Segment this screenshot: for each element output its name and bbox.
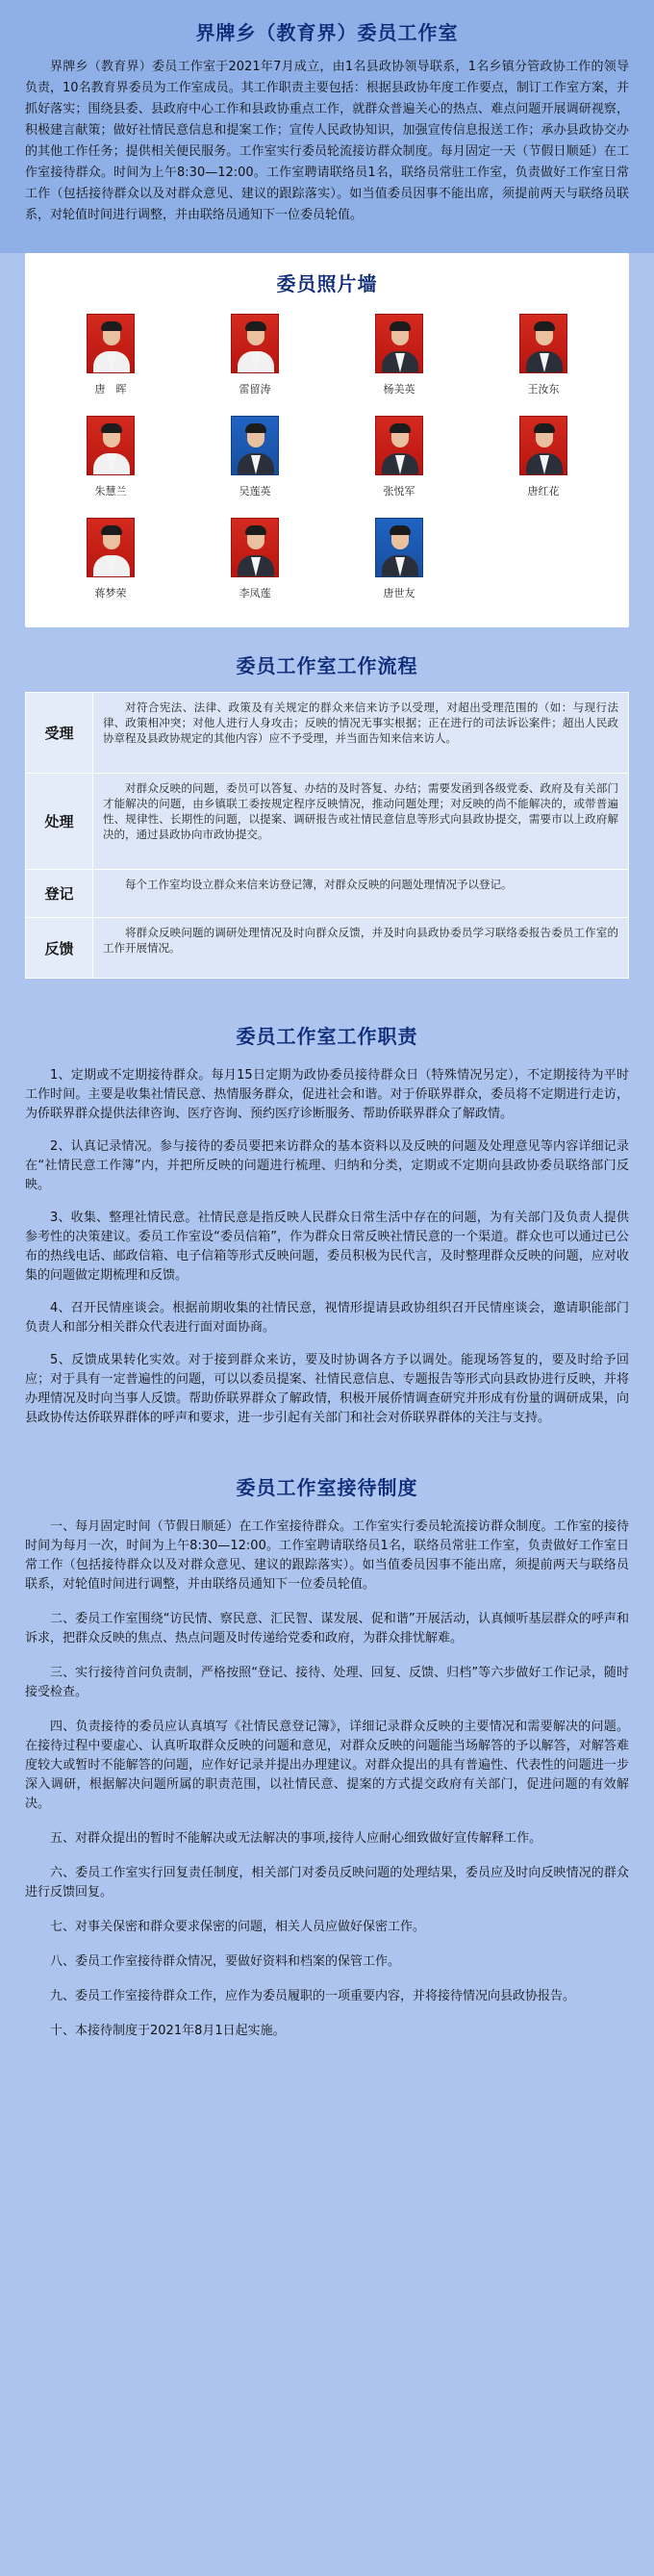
member-photo (375, 416, 423, 475)
member-name: 张悦军 (383, 485, 415, 497)
rules-title: 委员工作室接待制度 (236, 1476, 418, 1499)
rules-section (25, 1441, 629, 2095)
member-photo (87, 518, 135, 577)
duty-paragraph: 2、认真记录情况。参与接待的委员要把来访群众的基本资料以及反映的问题及处理意见等内容详细记录在“社情民意工作簿”内，并把所反映的问题进行梳理、归纳和分类，定期或不定期向县政协委员联络部门反映。 (25, 1139, 629, 1192)
member-name: 王汝东 (527, 383, 560, 395)
member-card (38, 416, 183, 498)
duties-section (25, 979, 629, 1428)
member-card (183, 314, 327, 396)
workflow-title: 委员工作室工作流程 (236, 654, 418, 677)
rule-paragraph: 八、委员工作室接待群众情况，要做好资料和档案的保管工作。 (50, 1954, 401, 1969)
workflow-label: 受理 (26, 693, 93, 773)
member-card (183, 518, 327, 600)
member-name: 唐 晖 (94, 383, 127, 395)
member-photo (87, 416, 135, 475)
member-photo (87, 314, 135, 373)
rule-paragraph: 二、委员工作室围绕“访民情、察民意、汇民智、谋发展、促和谐”开展活动，认真倾听基层群众的呼声和诉求，把群众反映的焦点、热点问题及时传递给党委和政府，为群众排忧解难。 (25, 1612, 629, 1645)
member-name: 吴莲英 (239, 485, 271, 497)
duty-paragraph: 4、召开民情座谈会。根据前期收集的社情民意，视情形提请县政协组织召开民情座谈会，邀请职能部门负责人和部分相关群众代表进行面对面协商。 (25, 1301, 629, 1335)
workflow-text: 对群众反映的问题，委员可以答复、办结的及时答复、办结；需要发函到各级党委、政府及有关部门才能解决的问题，由乡镇联工委按规定程序反映情况，推动问题处理；对反映的尚不能解决的，或带普遍性、规律性、长期性的问题，以提案、调研报告或社情民意信息等形式向县政协提交，需要市以上政府解决的，通过县政协向市政协提交。 (103, 781, 618, 841)
workflow-table (25, 692, 629, 979)
page-title: 界牌乡（教育界）委员工作室 (195, 21, 459, 44)
workflow-row-register (26, 870, 628, 918)
member-card (471, 314, 616, 396)
member-name: 蒋梦荣 (94, 587, 127, 599)
member-name: 唐世友 (383, 587, 415, 599)
member-card (327, 518, 471, 600)
intro-paragraph: 界牌乡（教育界）委员工作室于2021年7月成立，由1名县政协领导联系，1名乡镇分管政协工作的领导负责，10名教育界委员为工作室成员。其工作职责主要包括：根据县政协年度工作要点，制订工作室方案，并抓好落实；围绕县委、县政府中心工作和县政协重点工作，就群众普遍关心的热点、难点问题开展调研视察，积极建言献策；做好社情民意信息和提案工作；宣传人民政协知识，加强宣传信息报送工作；承办县政协交办的其他工作任务；提供相关便民服务。工作室实行委员轮流接访群众制度。每月固定一天（节假日顺延）在工作室接待群众。时间为上午8:30—12:00。工作室聘请联络员1名，联络员常驻工作室，负责做好工作室日常工作（包括接待群众以及对群众意见、建议的跟踪落实）。如当值委员因事不能出席，须提前两天与联络员联系，对轮值时间进行调整，并由联络员通知下一位委员轮值。 (25, 60, 629, 222)
member-card (38, 314, 183, 396)
photo-wall (25, 253, 629, 627)
workflow-row-process (26, 774, 628, 870)
duty-paragraph: 1、定期或不定期接待群众。每月15日定期为政协委员接待群众日（特殊情况另定），不定期接待为平时工作时间。主要是收集社情民意、热情服务群众，促进社会和谐。对于侨联界群众，委员将不定期进行走访，为侨联界群众提供法律咨询、医疗咨询、预约医疗诊断服务、帮助侨联界群众了解政情。 (25, 1068, 629, 1121)
workflow-section (25, 627, 629, 979)
member-photo (375, 518, 423, 577)
member-name: 唐红花 (527, 485, 560, 497)
rule-paragraph: 三、实行接待首问负责制，严格按照“登记、接待、处理、回复、反馈、归档”等六步做好工作记录，随时接受检查。 (25, 1666, 629, 1699)
rule-paragraph: 一、每月固定时间（节假日顺延）在工作室接待群众。工作室实行委员轮流接访群众制度。工作室的接待时间为每月一次，时间为上午8:30—12:00。工作室聘请联络员1名，联络员常驻工作室，负责做好工作室日常工作（包括接待群众以及对群众意见、建议的跟踪落实）。如当值委员因事不能出席，须提前两天与联络员联系，对轮值时间进行调整，并由联络员通知下一位委员轮值。 (25, 1519, 629, 1592)
workflow-label: 登记 (26, 870, 93, 917)
member-card (327, 416, 471, 498)
member-name: 雷留涛 (239, 383, 271, 395)
rule-paragraph: 四、负责接待的委员应认真填写《社情民意登记簿》，详细记录群众反映的主要情况和需要解决的问题。在接待过程中要虚心、认真听取群众反映的问题和意见，对群众反映的问题能当场解答的予以解答，对解答难度较大或暂时不能解答的问题，应作好记录并提出办理建议。对群众提出的具有普遍性、代表性的问题进一步深入调研，根据解决问题所属的职责范围，以社情民意、提案的方式提交政府有关部门，促进问题的有效解决。 (25, 1720, 629, 1811)
workflow-text: 将群众反映问题的调研处理情况及时向群众反馈，并及时向县政协委员学习联络委报告委员工作室的工作开展情况。 (103, 926, 618, 955)
rule-paragraph: 九、委员工作室接待群众工作，应作为委员履职的一项重要内容，并将接待情况向县政协报告。 (50, 1989, 576, 2003)
member-card (327, 314, 471, 396)
workflow-text: 每个工作室均设立群众来信来访登记簿，对群众反映的问题处理情况予以登记。 (125, 878, 513, 891)
member-photo (519, 416, 567, 475)
member-name: 杨美英 (383, 383, 415, 395)
rule-paragraph: 十、本接待制度于2021年8月1日起实施。 (50, 2024, 286, 2038)
member-name: 朱慧兰 (94, 485, 127, 497)
workflow-row-feedback (26, 918, 628, 978)
workflow-text: 对符合宪法、法律、政策及有关规定的群众来信来访予以受理，对超出受理范围的（如：与现行法律、政策相冲突；对他人进行人身攻击；反映的情况无事实根据；正在进行的司法诉讼案件；超出人民政协章程及县政协规定的其他内容）应不予受理，并当面告知来信来访人。 (103, 701, 618, 745)
rule-paragraph: 六、委员工作室实行回复责任制度，相关部门对委员反映问题的处理结果，委员应及时向反映情况的群众进行反馈回复。 (25, 1866, 629, 1900)
intro-section (0, 0, 654, 253)
rule-paragraph: 七、对事关保密和群众要求保密的问题，相关人员应做好保密工作。 (50, 1920, 426, 1934)
rule-paragraph: 五、对群众提出的暂时不能解决或无法解决的事项,接待人应耐心细致做好宣传解释工作。 (50, 1831, 542, 1846)
member-name: 李凤莲 (239, 587, 271, 599)
workflow-label: 反馈 (26, 918, 93, 978)
workflow-label: 处理 (26, 774, 93, 869)
member-photo (375, 314, 423, 373)
photo-wall-title: 委员照片墙 (276, 272, 378, 295)
member-card (183, 416, 327, 498)
member-card (471, 416, 616, 498)
duty-paragraph: 5、反馈成果转化实效。对于接到群众来访，要及时协调各方予以调处。能现场答复的，要及时给予回应；对于具有一定普遍性的问题，可以以委员提案、社情民意信息、专题报告等形式向县政协进行反映，并将办理情况及时向当事人反馈。帮助侨联界群众了解政情，积极开展侨情调查研究并形成有份量的调研成果，向县政协传达侨联界群体的呼声和要求，进一步引起有关部门和社会对侨联界群体的关注与支持。 (25, 1353, 629, 1425)
photo-grid (38, 314, 616, 600)
workflow-row-accept (26, 693, 628, 774)
member-photo (231, 518, 279, 577)
member-card (38, 518, 183, 600)
duties-title: 委员工作室工作职责 (236, 1025, 418, 1048)
member-photo (231, 314, 279, 373)
duty-paragraph: 3、收集、整理社情民意。社情民意是指反映人民群众日常生活中存在的问题，为有关部门及负责人提供参考性的决策建议。委员工作室设“委员信箱”，作为群众日常反映社情民意的一个渠道。群众也可以通过已公布的热线电话、邮政信箱、电子信箱等形式反映问题，委员积极为民代言，及时整理群众反映的问题，应对收集的问题做定期梳理和反馈。 (25, 1211, 629, 1283)
member-photo (231, 416, 279, 475)
member-photo (519, 314, 567, 373)
